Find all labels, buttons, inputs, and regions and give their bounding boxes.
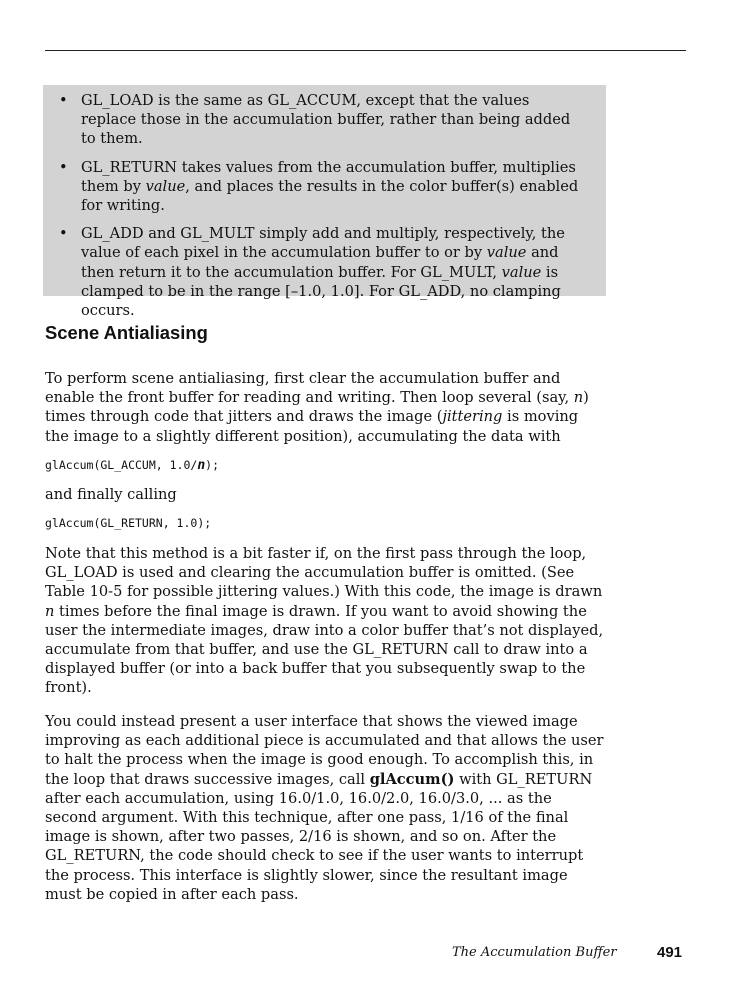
text-run: with GL_RETURN after each accumulation, using 16.0/1.0, 16.0/2.0, 16.0/3.0, ... as the second argument. With this technique, after one pass, 1/16 of the final image is shown, after two passes, 2/16 is shown, and so on. After the GL_RETURN, the code should check to see if the user wants to interrupt the process. This interface is slightly slower, since the resultant image must be copied in after each pass. <box>45 770 593 903</box>
rich-text <box>81 159 578 214</box>
page-number: 491 <box>657 944 683 961</box>
bullet: • <box>59 92 68 109</box>
text-run: You could instead present a user interface that shows the viewed image improving as each additional piece is accumulated and that allows the user to halt the process when the image is good enough. To accomplish this, in the loop that draws successive images, call <box>45 713 604 788</box>
code-return: glAccum(GL_RETURN, 1.0); <box>45 516 212 530</box>
note-item-load <box>59 91 588 149</box>
note-box <box>43 85 606 320</box>
paragraph-note <box>45 544 605 698</box>
emphasis: value <box>501 263 542 281</box>
paragraph-interface <box>45 712 605 904</box>
text-run: GL_RETURN takes values from the accumulation buffer, multiplies them by <box>81 158 576 195</box>
text-run: GL_LOAD is the same as GL_ACCUM, except that the values replace those in the accumulation buffer, rather than being added to them. <box>81 92 571 148</box>
text-run: times before the final image is drawn. If you want to avoid showing the user the intermediate images, draw into a color buffer that’s not displayed, accumulate from that buffer, and use the GL_RETURN call to draw into a displayed buffer (or into a back buffer that you subsequently swap to the front). <box>45 602 604 697</box>
code-text: glAccum(GL_ACCUM, 1.0/ <box>45 458 198 472</box>
function-name: glAccum() <box>369 770 455 788</box>
rich-text <box>81 225 565 319</box>
emphasis: value <box>145 177 186 195</box>
text-run: is moving the image to a slightly different position), accumulating the data with <box>45 408 579 445</box>
text-run: Note that this method is a bit faster if, on the first pass through the loop, GL_LOAD is used and clearing the accumulation buffer is omitted. (See Table 10-5 for possible jittering values.) With this code, the image is drawn <box>45 545 603 601</box>
code-arg: n <box>197 458 206 473</box>
emphasis: jittering <box>442 408 503 426</box>
note-list <box>59 91 588 320</box>
text-run: ) times through code that jitters and draws the image ( <box>45 389 589 426</box>
text-run: To perform scene antialiasing, first clear the accumulation buffer and enable the front buffer for reading and writing. Then loop several (say, <box>45 370 574 407</box>
running-footer-title: The Accumulation Buffer <box>452 945 617 960</box>
code-text: ); <box>205 458 220 472</box>
bullet: • <box>59 158 68 176</box>
top-rule <box>45 50 686 51</box>
bullet: • <box>59 225 68 243</box>
paragraph-intro <box>45 369 605 446</box>
text-run: and then return it to the accumulation buffer. For GL_MULT, <box>81 244 559 281</box>
code-accum <box>45 458 219 473</box>
text-run: is clamped to be in the range [–1.0, 1.0]. For GL_ADD, no clamping occurs. <box>81 263 561 320</box>
emphasis: n <box>45 602 55 620</box>
text-run: GL_ADD and GL_MULT simply add and multiply, respectively, the value of each pixel in the accumulation buffer to or by <box>81 225 565 262</box>
paragraph-finally <box>45 485 605 504</box>
rich-text <box>81 92 570 147</box>
text-run: and finally calling <box>45 486 177 503</box>
note-item-add-mult <box>59 224 588 320</box>
emphasis: value <box>486 244 527 262</box>
emphasis: n <box>573 389 584 407</box>
section-heading: Scene Antialiasing <box>45 322 208 343</box>
text-run: , and places the results in the color buffer(s) enabled for writing. <box>81 177 579 215</box>
note-item-return <box>59 158 588 216</box>
